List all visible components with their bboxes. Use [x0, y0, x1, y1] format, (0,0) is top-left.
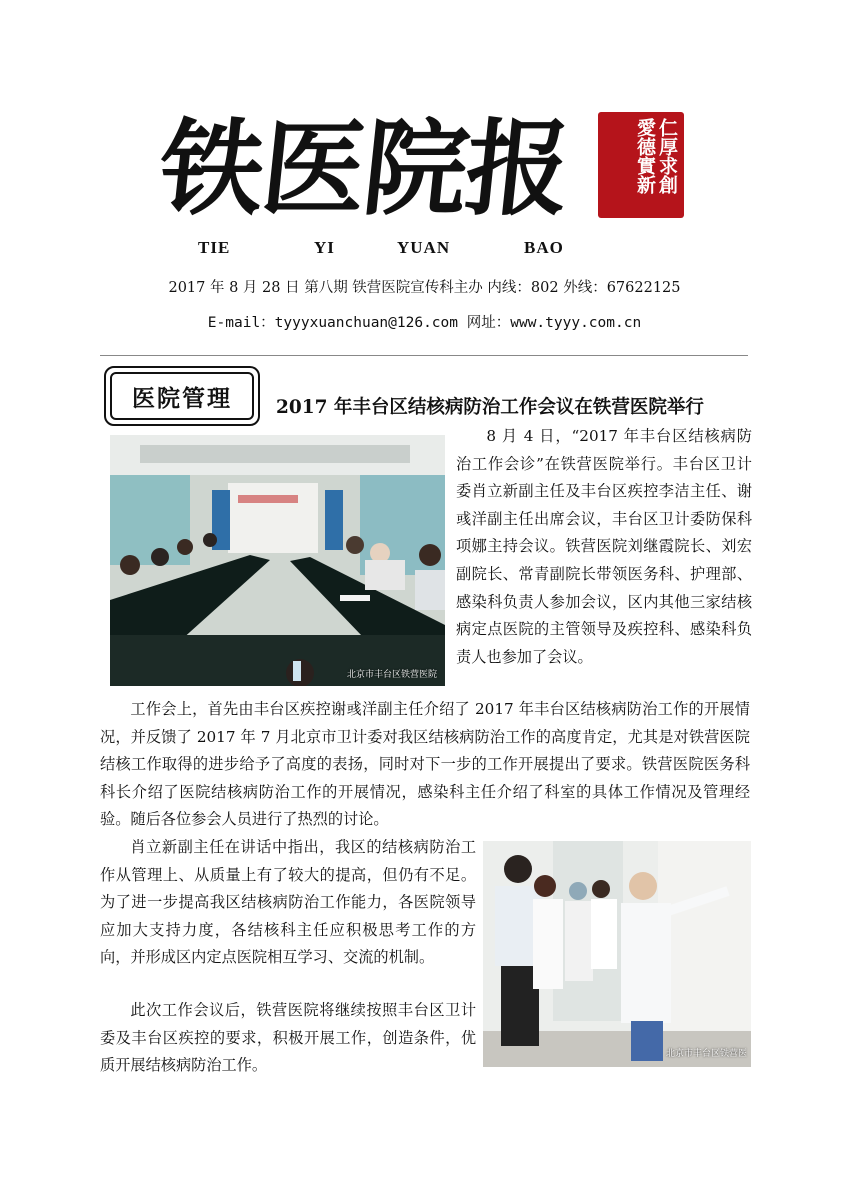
article-paragraph-3: 肖立新副主任在讲话中指出，我区的结核病防治工作从管理上、从质量上有了较大的提高，但仍有不足。为了进一步提高我区结核病防治工作能力，各医院领导应加大支持力度，各结核科主任应积极思考工作的方向，并形成区内定点医院相互学习、交流的机制。 [100, 838, 476, 967]
meeting-photo [110, 435, 445, 686]
article-paragraph-1: 8 月 4 日，“2017 年丰台区结核病防治工作会诊”在铁营医院举行。丰台区卫计委肖立新副主任及丰台区疾控李洁主任、谢彧洋副主任出席会议，丰台区卫计委防保科项娜主持会议。铁营医院刘继霞院长、刘宏副院长、常青副院长带领医务科、护理部、感染科负责人参加会议，区内其他三家结核病定点医院的主管领导及疾控科、感染科负责人也参加了会议。 [456, 427, 752, 666]
pinyin-yi: YI [314, 238, 335, 257]
header-divider [100, 355, 748, 356]
pinyin-tie: TIE [198, 238, 231, 257]
section-label: 医院管理 [110, 372, 254, 420]
issue-meta-line: 2017 年 8 月 28 日 第八期 铁营医院宣传科主办 内线：802 外线：67622125 [168, 280, 681, 296]
pinyin-yuan: YUAN [397, 238, 451, 257]
meeting-photo-illustration [110, 435, 445, 686]
visit-photo [483, 841, 751, 1067]
seal-text: 仁厚求創 愛德實新 [634, 118, 678, 194]
section-label-box [104, 366, 260, 426]
seal-stamp [598, 112, 684, 218]
masthead-title: 铁医院报 [153, 107, 575, 230]
visit-photo-illustration [483, 841, 751, 1067]
article-headline: 2017 年丰台区结核病防治工作会议在铁营医院举行 [276, 397, 704, 418]
contact-line: E-mail：tyyyxuanchuan@126.com 网址：www.tyyy.com.cn [207, 315, 642, 331]
article-paragraph-4: 此次工作会议后，铁营医院将继续按照丰台区卫计委及丰台区疾控的要求，积极开展工作，创造条件，优质开展结核病防治工作。 [100, 1001, 476, 1075]
visit-photo-watermark: 北京市丰台区铁营医 [665, 1049, 747, 1059]
meeting-photo-watermark: 北京市丰台区铁营医院 [346, 670, 437, 680]
pinyin-bao: BAO [524, 238, 564, 257]
article-paragraph-2: 工作会上，首先由丰台区疾控谢彧洋副主任介绍了 2017 年丰台区结核病防治工作的开展情况，并反馈了 2017 年 7 月北京市卫计委对我区结核病防治工作的高度肯定，尤其是对铁营医院结核工作取得的进步给予了高度的表扬，同时对下一步的工作开展提出了要求。铁营医院医务科科长介绍了医院结核病防治工作的开展情况，感染科主任介绍了科室的具体工作情况及管理经验。随后各位参会人员进行了热烈的讨论。 [100, 700, 750, 829]
